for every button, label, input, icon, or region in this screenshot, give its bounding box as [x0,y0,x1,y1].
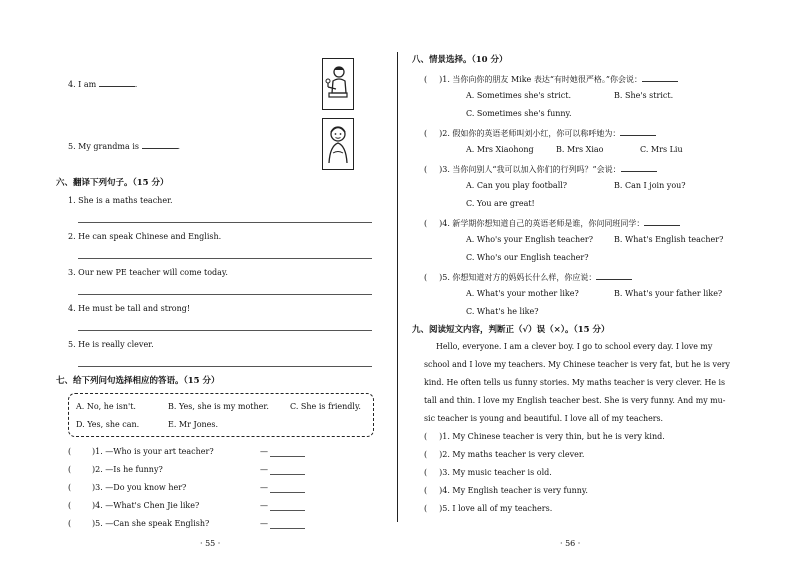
choice: C. Who's our English teacher? [466,253,589,262]
question-text: )4. —What's Chen Jie like? [92,501,200,510]
answer-line[interactable] [270,492,305,493]
dash: — [260,519,268,528]
situational-question: ( )4. 新学期你想知道自己的英语老师是谁，你问同班同学： [424,217,680,229]
true-false-item: ( )2. My maths teacher is very clever. [424,450,585,459]
dash: — [260,447,268,456]
q5-sentence: 5. My grandma is . [68,142,181,151]
answer-line[interactable] [270,510,305,511]
choice: A. Can you play football? [466,181,568,190]
option-b: B. Yes, she is my mother. [168,402,269,411]
situational-question: ( )2. 假如你的英语老师叫刘小红，你可以称呼她为： [424,127,656,139]
answer-line[interactable] [78,258,372,259]
answer-line[interactable] [270,456,305,457]
section6-item: 1. She is a maths teacher. [68,196,173,205]
answer-line[interactable] [78,366,372,367]
option-d: D. Yes, she can. [76,420,140,429]
section8-title: 八、情景选择。（10 分） [412,55,508,65]
answer-blank[interactable] [621,163,657,172]
answer-paren[interactable]: ( [424,450,428,459]
answer-options-box [68,393,374,437]
situational-question: ( )3. 当你问别人“我可以加入你们的行列吗？”会说： [424,163,657,175]
answer-paren[interactable]: ( [68,501,72,510]
choice: B. Mrs Xiao [556,145,604,154]
situational-question: ( )1. 当你向你的朋友 Mike 表达“有时她很严格。”你会说： [424,73,678,85]
question-text: )2. —Is he funny? [92,465,163,474]
answer-paren[interactable]: ( [424,75,428,84]
choice: B. Can I join you? [614,181,686,190]
true-false-item: ( )3. My music teacher is old. [424,468,552,477]
option-a: A. No, he isn't. [76,402,136,411]
answer-blank[interactable] [642,73,678,82]
option-c: C. She is friendly. [290,402,361,411]
passage-line: school and I love my teachers. My Chinese teacher is very fat, but he is very [424,360,730,369]
section9-title: 九、阅读短文内容，判断正（√）误（×）。（15 分） [412,325,610,335]
true-false-item: ( )1. My Chinese teacher is very thin, but he is very kind. [424,432,665,441]
page-number-left: · 55 · [200,539,221,548]
section6-item: 2. He can speak Chinese and English. [68,232,222,241]
answer-paren[interactable]: ( [424,504,428,513]
answer-blank[interactable] [596,271,632,280]
dash: — [260,483,268,492]
question-text: )3. —Do you know her? [92,483,187,492]
choice: A. Who's your English teacher? [466,235,593,244]
q4-text: 4. I am [68,80,97,89]
page-divider [397,52,398,522]
section7-title: 七、给下列问句选择相应的答语。（15 分） [56,376,220,386]
passage-line: Hello, everyone. I am a clever boy. I go to school every day. I love my [436,342,713,351]
choice: C. Mrs Liu [640,145,683,154]
q5-blank[interactable] [142,140,178,149]
passage-line: sic teacher is young and beautiful. I love all of my teachers. [424,414,664,423]
answer-paren[interactable]: ( [68,465,72,474]
choice: A. Mrs Xiaohong [466,145,534,154]
section6-item: 5. He is really clever. [68,340,154,349]
dash: — [260,501,268,510]
dash: — [260,465,268,474]
grandma-picture [322,118,354,170]
grandma-icon [323,119,353,169]
answer-paren[interactable]: ( [424,486,428,495]
true-false-item: ( )5. I love all of my teachers. [424,504,553,513]
question-text: )1. —Who is your art teacher? [92,447,214,456]
answer-line[interactable] [78,330,372,331]
choice: C. Sometimes she's funny. [466,109,572,118]
choice: B. She's strict. [614,91,674,100]
answer-paren[interactable]: ( [68,483,72,492]
answer-paren[interactable]: ( [424,432,428,441]
answer-line[interactable] [78,294,372,295]
answer-line[interactable] [78,222,372,223]
answer-paren[interactable]: ( [424,165,428,174]
situational-question: ( )5. 你想知道对方的妈妈长什么样，你应说： [424,271,632,283]
answer-line[interactable] [270,528,305,529]
choice: B. What's English teacher? [614,235,724,244]
option-e: E. Mr Jones. [168,420,219,429]
answer-blank[interactable] [620,127,656,136]
q4-blank[interactable] [99,78,135,87]
section6-title: 六、翻译下列句子。（15 分） [56,178,169,188]
choice: A. Sometimes she's strict. [466,91,572,100]
answer-paren[interactable]: ( [424,273,428,282]
q4-sentence: 4. I am . [68,80,138,89]
section6-item: 3. Our new PE teacher will come today. [68,268,228,277]
page-number-right: · 56 · [560,539,581,548]
answer-paren[interactable]: ( [424,129,428,138]
true-false-item: ( )4. My English teacher is very funny. [424,486,588,495]
answer-paren[interactable]: ( [424,468,428,477]
section6-item: 4. He must be tall and strong! [68,304,191,313]
choice: C. You are great! [466,199,535,208]
choice: A. What's your mother like? [466,289,579,298]
answer-paren[interactable]: ( [424,219,428,228]
answer-blank[interactable] [644,217,680,226]
passage-line: tall and thin. I love my English teacher best. She is very funny. And my mu- [424,396,726,405]
boy-reading-icon [323,59,353,109]
choice: B. What's your father like? [614,289,723,298]
choice: C. What's he like? [466,307,539,316]
answer-paren[interactable]: ( [68,519,72,528]
boy-picture [322,58,354,110]
passage-line: kind. He often tells us funny stories. My maths teacher is very clever. He is [424,378,726,387]
q5-text: 5. My grandma is [68,142,139,151]
answer-line[interactable] [270,474,305,475]
question-text: )5. —Can she speak English? [92,519,210,528]
answer-paren[interactable]: ( [68,447,72,456]
